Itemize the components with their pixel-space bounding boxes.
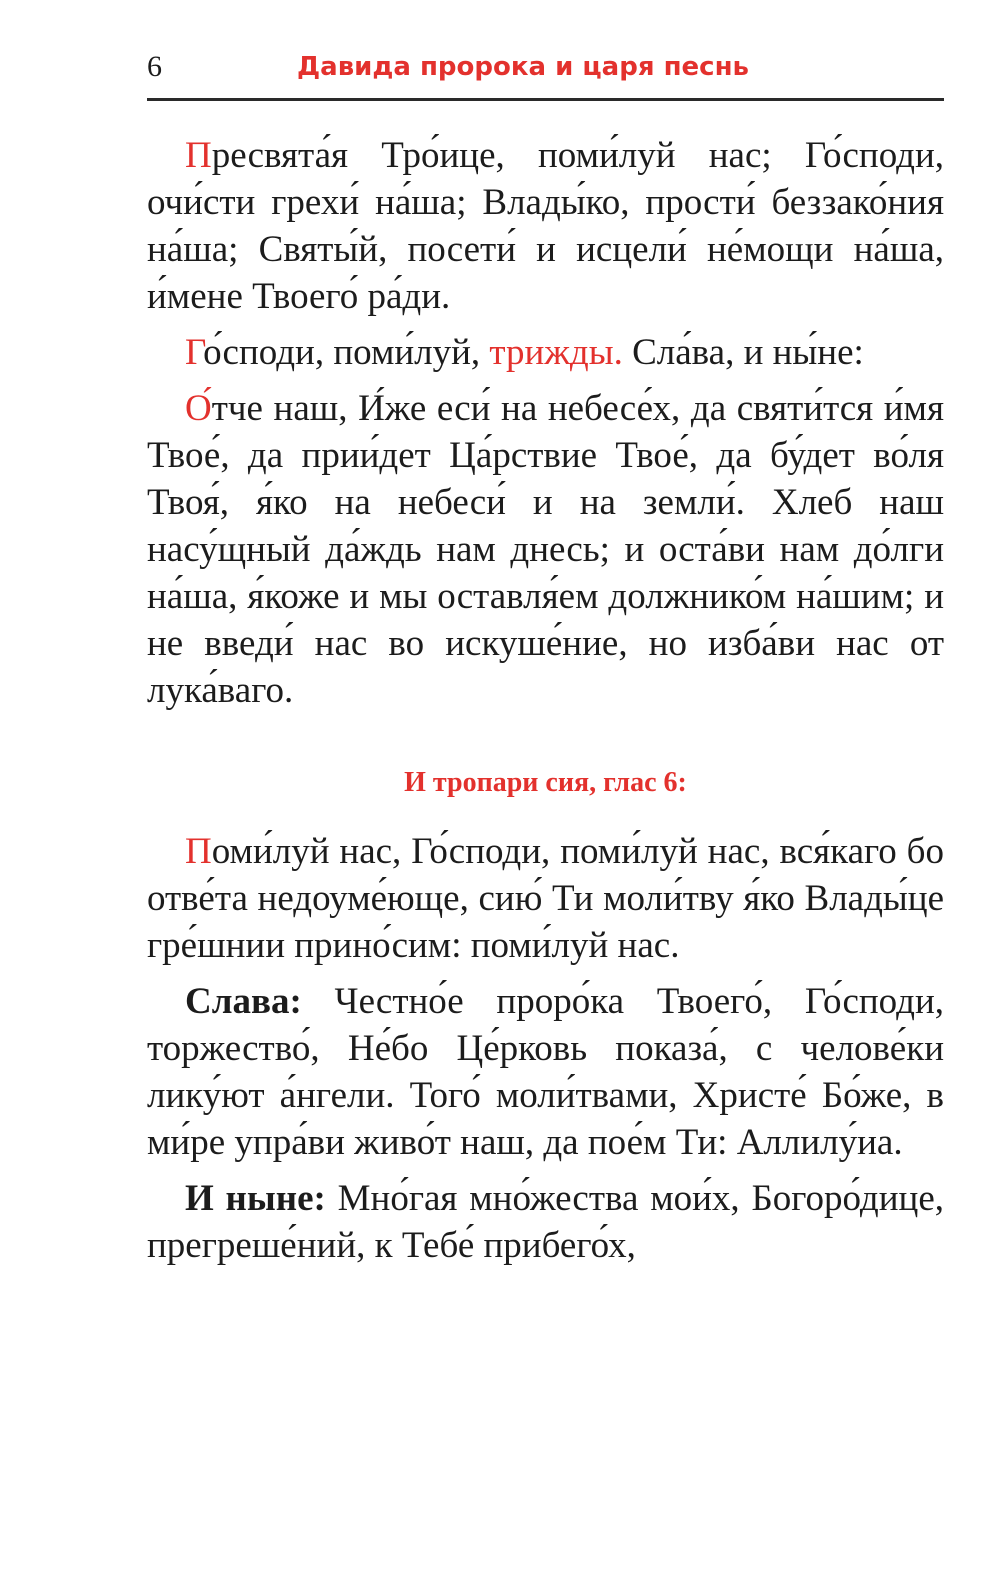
- drop-initial: П: [185, 135, 212, 176]
- paragraph-text: о́споди, поми́луй,: [203, 332, 490, 373]
- drop-initial: Г: [185, 332, 204, 373]
- page-body: [147, 132, 944, 1269]
- rubric-thrice: трижды.: [489, 332, 623, 373]
- prayer-our-father: [147, 385, 944, 714]
- now-label: И ныне:: [185, 1178, 326, 1219]
- troparion-glory: [147, 978, 944, 1166]
- paragraph-text: Мно́гая мно́жества мои́х, Богоро́дице, прегреше́ний, к Тебе́ прибего́х,: [147, 1178, 944, 1266]
- paragraph-text: ресвята́я Тро́ице, поми́луй нас; Го́споди, очи́сти грехи́ на́ша; Влады́ко, прости́ беззако́ния на́ша; Святы́й, посети́ и исцели́ не́мощи на́ша, и́мене Твоего́ ра́ди.: [147, 135, 944, 317]
- paragraph-text: тче наш, И́же еси́ на небесе́х, да святи́тся и́мя Твое́, да прии́дет Ца́рствие Твое́, да бу́дет во́ля Твоя́, я́ко на небеси́ и на земли́. Хлеб наш насу́щный да́ждь нам днесь; и оста́ви нам до́лги на́ша, я́коже и мы оставля́ем должнико́м на́шим; и не введи́ нас во искуше́ние, но изба́ви нас от лука́ваго.: [147, 388, 944, 711]
- troparion-now: [147, 1175, 944, 1269]
- drop-initial: П: [185, 831, 212, 872]
- running-title: Давида пророка и царя песнь: [297, 52, 749, 82]
- prayer-trisagion: [147, 132, 944, 320]
- section-subheading: И тропари сия, глас 6:: [404, 767, 687, 798]
- page-header: [147, 38, 944, 102]
- drop-initial: О́: [185, 388, 212, 429]
- troparion-1: [147, 828, 944, 969]
- prayer-kyrie: [147, 329, 944, 376]
- paragraph-text: оми́луй нас, Го́споди, поми́луй нас, вся́каго бо отве́та недоуме́юще, сию́ Ти моли́тву я́ко Влады́це гре́шнии прино́сим: поми́луй нас.: [147, 831, 944, 966]
- glory-label: Слава:: [185, 981, 302, 1022]
- paragraph-text-after: Сла́ва, и ны́не:: [622, 332, 864, 373]
- header-rule: [147, 98, 944, 101]
- paragraph-text: Честно́е проро́ка Твоего́, Го́споди, торжество́, Не́бо Це́рковь показа́, с челове́ки лику́ют а́нгели. Того́ моли́твами, Христе́ Бо́же, в ми́ре упра́ви живо́т наш, да пое́м Ти: Аллилу́иа.: [147, 981, 944, 1163]
- page-number: 6: [147, 50, 162, 83]
